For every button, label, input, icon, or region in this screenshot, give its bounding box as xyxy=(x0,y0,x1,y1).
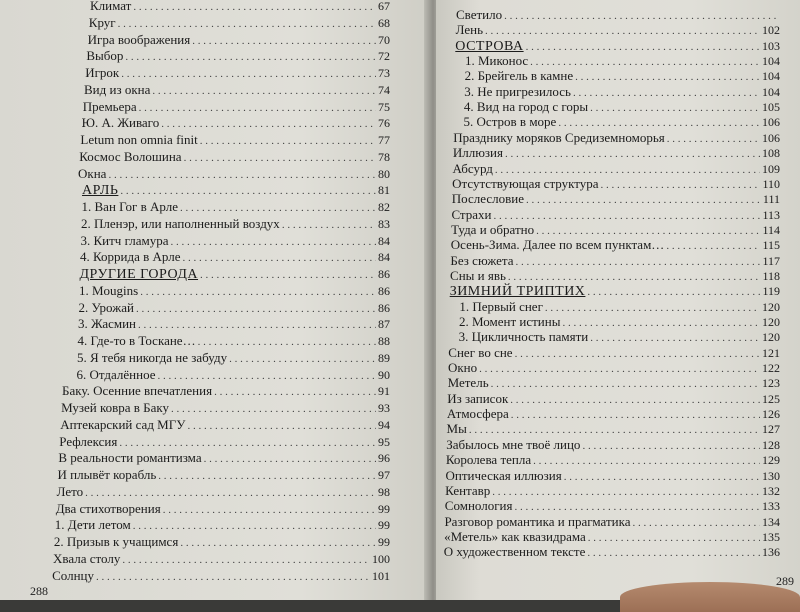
toc-page-number: 91 xyxy=(378,384,390,399)
toc-entry-title: Баку. Осенние впечатления xyxy=(62,383,213,399)
toc-entry xyxy=(52,566,390,586)
toc-entry-title: Отсутствующая структура xyxy=(452,175,599,191)
toc-page-number: 111 xyxy=(762,192,780,207)
toc-page-number: 77 xyxy=(378,133,390,147)
toc-entry-title: 4. Коррида в Арле xyxy=(80,249,181,265)
toc-entry-title: 5. Остров в море xyxy=(463,114,557,130)
left-page-number: 288 xyxy=(30,584,48,598)
toc-page-number: 88 xyxy=(378,334,390,348)
toc-page-number: 90 xyxy=(378,367,390,382)
toc-page-number: 97 xyxy=(378,468,390,482)
toc-entry-title: Игрок xyxy=(85,65,120,80)
toc-entry-title: Иллюзия xyxy=(452,145,503,161)
toc-page-number: 72 xyxy=(378,49,390,64)
right-page xyxy=(436,0,800,600)
toc-page-number: 68 xyxy=(378,15,390,30)
toc-entry-title: 2. Урожай xyxy=(78,299,134,315)
toc-page-number: 123 xyxy=(762,376,780,391)
toc-page-number: 104 xyxy=(762,54,780,69)
toc-entry-title: Круг xyxy=(88,14,116,30)
toc-page-number: 117 xyxy=(762,253,780,268)
toc-entry-title: 4. Вид на город с горы xyxy=(463,99,589,115)
toc-section-title: ОСТРОВА xyxy=(455,38,524,54)
toc-entry-title: 1. Mougins xyxy=(79,282,139,298)
toc-page-number: 87 xyxy=(378,317,390,332)
toc-page-number: 100 xyxy=(372,551,390,566)
toc-page-number: 105 xyxy=(762,100,780,115)
toc-page-number: 122 xyxy=(762,361,780,376)
toc-entry-title: В реальности романтизма xyxy=(58,450,202,466)
toc-page-number: 104 xyxy=(762,84,780,99)
toc-page-number: 99 xyxy=(378,535,390,549)
toc-entry-title: 1. Дети летом xyxy=(54,517,131,533)
toc-entry-title: О художественном тексте xyxy=(443,544,586,560)
toc-page-number: 114 xyxy=(762,222,780,237)
toc-page-number: 121 xyxy=(762,345,780,360)
toc-page-number: 67 xyxy=(378,0,390,13)
toc-entry-title: Выбор xyxy=(86,48,124,64)
toc-entry-title: Празднику моряков Средиземноморья xyxy=(453,129,665,145)
toc-entry-title: Мы xyxy=(446,421,467,437)
toc-page-number: 99 xyxy=(378,501,390,516)
toc-entry-title: Солнцу xyxy=(52,567,94,583)
toc-entry-title: Разговор романтика и прагматика xyxy=(444,513,631,529)
toc-page-number: 70 xyxy=(378,32,390,47)
toc-entry-title: Оптическая иллюзия xyxy=(445,467,562,483)
toc-page-number: 106 xyxy=(762,115,780,130)
toc-page-number: 108 xyxy=(762,146,780,161)
toc-page-number: 133 xyxy=(762,499,780,514)
toc-page-number: 118 xyxy=(762,268,780,283)
toc-page-number: 78 xyxy=(378,149,390,164)
toc-entry-title: Ю. А. Живаго xyxy=(81,115,160,131)
toc-entry-title: Забылось мне твоё лицо xyxy=(446,436,581,452)
toc-entry-title: Рефлексия xyxy=(59,433,118,449)
toc-page-number: 86 xyxy=(378,267,390,281)
toc-entry-title: «Метель» как квазидрама xyxy=(444,528,586,544)
toc-entry-title: Без сюжета xyxy=(450,252,514,268)
toc-page-number: 119 xyxy=(762,284,780,299)
toc-entry-title: 3. Цикличность памяти xyxy=(458,329,589,345)
toc-entry-title: И плывёт корабль xyxy=(57,467,157,482)
toc-entry-title: 5. Я тебя никогда не забуду xyxy=(77,349,228,365)
toc-page-number: 95 xyxy=(378,434,390,449)
toc-entry-title: Музей ковра в Баку xyxy=(61,400,170,415)
toc-page-number: 86 xyxy=(378,283,390,298)
toc-page-number: 98 xyxy=(378,484,390,499)
toc-page-number: 74 xyxy=(378,82,390,97)
toc-page-number: 120 xyxy=(762,330,780,345)
toc-page-number: 93 xyxy=(378,401,390,415)
toc-page-number: 75 xyxy=(378,99,390,114)
toc-page-number: 81 xyxy=(378,183,390,198)
toc-page-number: 96 xyxy=(378,451,390,466)
toc-entry-title: 3. Жасмин xyxy=(78,316,137,332)
toc-page-number: 84 xyxy=(378,250,390,265)
toc-page-number: 73 xyxy=(378,66,390,80)
toc-page-number: 104 xyxy=(762,69,780,84)
toc-entry-title: Сомнология xyxy=(444,498,513,514)
toc-entry-title: 2. Призыв к учащимся xyxy=(53,534,179,549)
toc-entry-title: 1. Ван Гог в Арле xyxy=(81,199,178,214)
toc-entry-title: Королева тепла xyxy=(445,452,532,468)
toc-entry-title: Климат xyxy=(90,0,132,13)
toc-section-title: ДРУГИЕ ГОРОДА xyxy=(79,267,199,282)
toc-entry-title: Игра воображения xyxy=(87,31,191,47)
toc-entry-title: 2. Момент истины xyxy=(459,314,561,329)
toc-entry-title: 3. Китч гламура xyxy=(80,232,169,248)
toc-entry xyxy=(444,542,780,562)
toc-section-title: ЗИМНИЙ ТРИПТИХ xyxy=(449,284,586,300)
toc-entry-title: Осень-Зима. Далее по всем пунктам… xyxy=(450,237,665,253)
toc-page-number: 129 xyxy=(762,453,780,468)
toc-page-number: 106 xyxy=(762,130,780,145)
dot-leader xyxy=(587,542,760,563)
toc-page-number: 113 xyxy=(762,207,780,222)
toc-entry-title: Окно xyxy=(447,360,478,376)
toc-entry-title: Страхи xyxy=(451,206,492,222)
toc-entry-title: 1. Миконос xyxy=(464,53,529,69)
toc-entry-title: 1. Первый снег xyxy=(459,298,543,314)
toc-page-number: 83 xyxy=(378,216,390,231)
toc-page-number: 76 xyxy=(378,116,390,131)
toc-page-number: 84 xyxy=(378,233,390,248)
toc-entry-title: Послесловие xyxy=(451,191,524,207)
dot-leader xyxy=(96,566,370,587)
toc-entry-title: 2. Брейгель в камне xyxy=(464,68,574,84)
toc-entry-title: Сны и явь xyxy=(450,267,506,283)
toc-page-number: 136 xyxy=(762,545,780,560)
toc-page-number: 134 xyxy=(762,514,780,529)
toc-entry-title: Космос Волошина xyxy=(79,148,182,164)
toc-entry-title: Кентавр xyxy=(445,482,491,498)
toc-page-number: 102 xyxy=(762,23,780,38)
toc-entry-title: Из записок xyxy=(447,390,509,406)
toc-entry-title: 2. Пленэр, или наполненный воздух xyxy=(81,215,280,231)
toc-page-number: 82 xyxy=(378,200,390,214)
toc-entry-title: Метель xyxy=(447,375,489,391)
toc-entry-title: 6. Отдалённое xyxy=(76,366,156,382)
toc-page-number: 120 xyxy=(762,315,780,329)
toc-page-number: 99 xyxy=(378,518,390,533)
toc-page-number: 101 xyxy=(372,568,390,583)
toc-page-number: 115 xyxy=(762,238,780,253)
toc-page-number: 132 xyxy=(762,483,780,498)
toc-entry-title: Хвала столу xyxy=(53,550,121,566)
toc-entry-title: Вид из окна xyxy=(84,81,151,97)
toc-page-number: 110 xyxy=(762,176,780,191)
toc-entry-title: 4. Где-то в Тоскане… xyxy=(77,333,196,348)
toc-page-number: 127 xyxy=(762,422,780,437)
toc-page-number: 86 xyxy=(378,300,390,315)
toc-entry-title: Премьера xyxy=(82,98,137,114)
toc-entry-title: Светило xyxy=(456,7,503,22)
toc-page-number: 94 xyxy=(378,417,390,432)
toc-page-number: 135 xyxy=(762,529,780,544)
toc-section-title: АРЛЬ xyxy=(82,183,119,199)
toc-entry-title: Лето xyxy=(56,483,84,499)
toc-entry-title: Два стихотворения xyxy=(55,500,161,516)
toc-entry-title: Атмосфера xyxy=(446,406,509,422)
toc-page-number: 128 xyxy=(762,437,780,452)
toc-page-number: 120 xyxy=(762,299,780,314)
toc-entry-title: Лень xyxy=(455,22,484,38)
right-page-number: 289 xyxy=(776,574,794,588)
toc-page-number: 125 xyxy=(762,391,780,406)
toc-entry-title: Аптекарский сад МГУ xyxy=(60,416,186,432)
toc-entry-title: Окна xyxy=(78,165,107,181)
toc-entry-title: Абсурд xyxy=(452,160,493,176)
toc-entry-title: Letum non omnia finit xyxy=(80,132,198,147)
toc-entry-title: 3. Не пригрезилось xyxy=(464,83,571,99)
toc-page-number: 126 xyxy=(762,407,780,422)
toc-page-number: 103 xyxy=(762,38,780,53)
toc-page-number: 89 xyxy=(378,350,390,365)
toc-entry-title: Снег во сне xyxy=(448,344,513,360)
toc-entry-title: Туда и обратно xyxy=(451,221,535,237)
finger-holding-page xyxy=(620,582,800,612)
toc-page-number: 109 xyxy=(762,161,780,176)
toc-page-number: 80 xyxy=(378,166,390,181)
toc-page-number: 130 xyxy=(762,468,780,483)
